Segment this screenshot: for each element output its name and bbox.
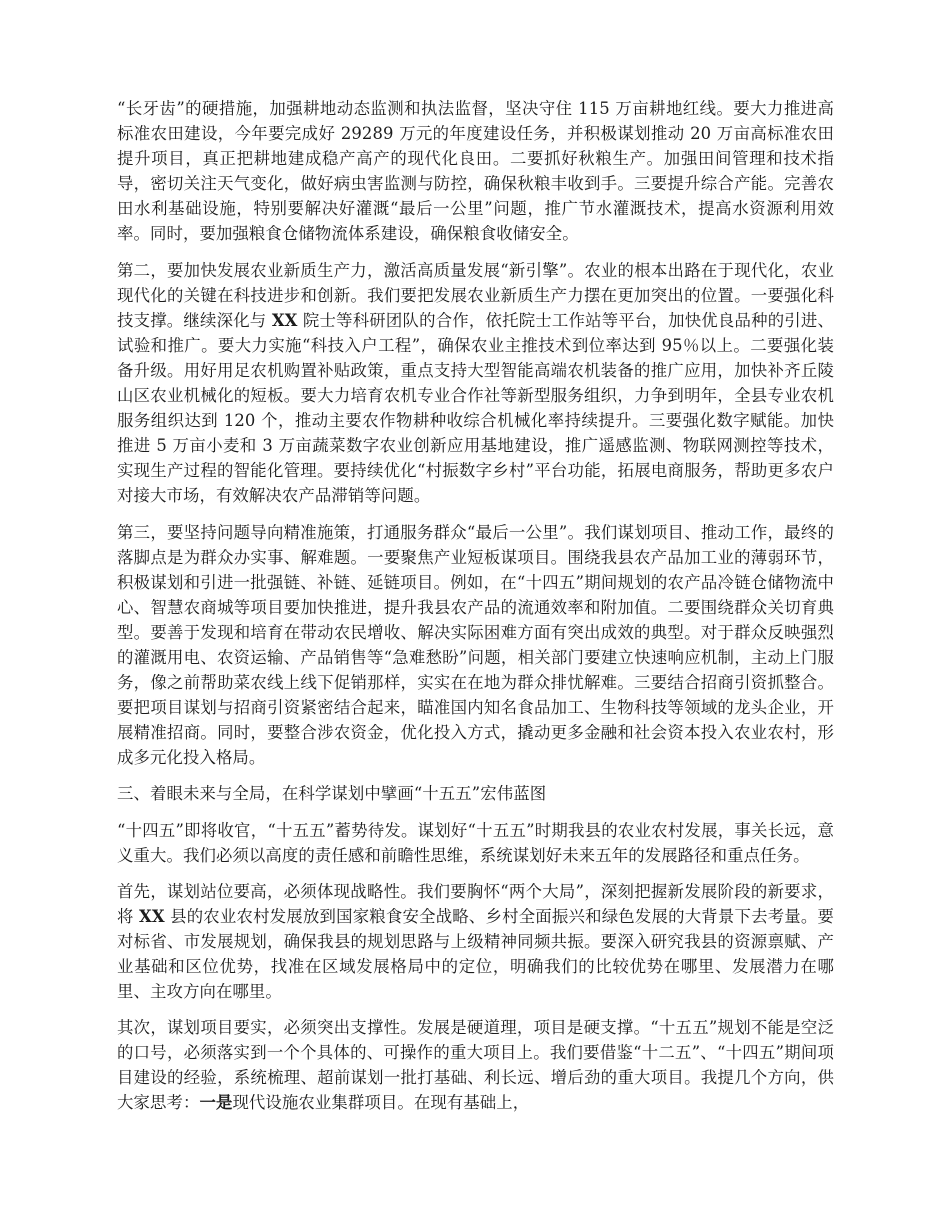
paragraph-5-part-a: 首先，谋划站位要高，必须体现战略性。我们要胸怀“两个大局”，深刻把握新发展阶段的新要求，将 xyxy=(117,881,834,926)
paragraph-6-bold-yishi: 一是 xyxy=(199,1093,233,1113)
section-heading-three: 三、着眼未来与全局，在科学谋划中擘画“十五五”宏伟蓝图 xyxy=(117,784,547,804)
paragraph-5-bold-xx: XX xyxy=(139,906,165,926)
paragraph-5 xyxy=(117,879,834,1004)
paragraph-6 xyxy=(117,1015,834,1115)
paragraph-3: 第三，要坚持问题导向精准施策，打通服务群众“最后一公里”。我们谋划项目、推动工作，最终的落脚点是为群众办实事、解难题。一要聚焦产业短板谋项目。围绕我县农产品加工业的薄弱环节，积极谋划和引进一批强链、补链、延链项目。例如，在“十四五”期间规划的农产品冷链仓储物流中心、智慧农商城等项目要加快推进，提升我县农产品的流通效率和附加值。二要围绕群众关切育典型。要善于发现和培育在带动农民增收、解决实际困难方面有突出成效的典型。对于群众反映强烈的灌溉用电、农资运输、产品销售等“急难愁盼”问题，相关部门要建立快速响应机制，主动上门服务，像之前帮助菜农线上线下促销那样，实实在在地为群众排忧解难。三要结合招商引资抓整合。要把项目谋划与招商引资紧密结合起来，瞄准国内知名食品加工、生物科技等领域的龙头企业，开展精准招商。同时，要整合涉农资金，优化投入方式，撬动更多金融和社会资本投入农业农村，形成多元化投入格局。 xyxy=(117,522,834,768)
document-text-body xyxy=(117,96,834,1116)
paragraph-2-part-a: 第二，要加快发展农业新质生产力，激活高质量发展“新引擎”。农业的根本出路在于现代化，农业现代化的关键在科技进步和创新。我们要把发展农业新质生产力摆在更加突出的位置。一要强化科技支撑。继续深化与 xyxy=(117,260,834,330)
paragraph-4: “十四五”即将收官，“十五五”蓄势待发。谋划好“十五五”时期我县的农业农村发展，事关长远，意义重大。我们必须以高度的责任感和前瞻性思维，系统谋划好未来五年的发展路径和重点任务。 xyxy=(117,820,834,865)
paragraph-2 xyxy=(117,258,834,509)
paragraph-1: “长牙齿”的硬措施，加强耕地动态监测和执法监督，坚决守住 115 万亩耕地红线。要大力推进高标准农田建设，今年要完成好 29289 万元的年度建设任务，并积极谋划推动 20 万亩高标准农田提升项目，真正把耕地建成稳产高产的现代化良田。二要抓好秋粮生产。加强田间管理和技术指导，密切关注天气变化，做好病虫害监测与防控，确保秋粮丰收到手。三要提升综合产能。完善农田水利基础设施，特别要解决好灌溉“最后一公里”问题，推广节水灌溉技术，提高水资源利用效率。同时，要加强粮食仓储物流体系建设，确保粮食收储安全。 xyxy=(117,99,834,244)
paragraph-2-bold-xx: XX xyxy=(271,310,298,330)
paragraph-6-part-a: 其次，谋划项目要实，必须突出支撑性。发展是硬道理，项目是硬支撑。“十五五”规划不能是空泛的口号，必须落实到一个个具体的、可操作的重大项目上。我们要借鉴“十二五”、“十四五”期间项目建设的经验，系统梳理、超前谋划一批打基础、利长远、增后劲的重大项目。我提几个方向，供大家思考： xyxy=(117,1018,834,1113)
paragraph-5-part-c: 县的农业农村发展放到国家粮食安全战略、乡村全面振兴和绿色发展的大背景下去考量。要对标省、市发展规划，确保我县的规划思路与上级精神同频共振。要深入研究我县的资源禀赋、产业基础和区位优势，找准在区域发展格局中的定位，明确我们的比较优势在哪里、发展潜力在哪里、主攻方向在哪里。 xyxy=(117,906,834,1002)
paragraph-6-part-c: 现代设施农业集群项目。在现有基础上， xyxy=(232,1093,530,1113)
paragraph-2-part-c: 院士等科研团队的合作，依托院士工作站等平台，加快优良品种的引进、试验和推广。要大力实施“科技入户工程”，确保农业主推技术到位率达到 95％以上。二要强化装备升级。用好用足农机购置补贴政策，重点支持大型智能高端农机装备的推广应用，加快补齐丘陵山区农业机械化的短板。要大力培育农机专业合作社等新型服务组织，力争到明年，全县专业农机服务组织达到 120 个，推动主要农作物耕种收综合机械化率持续提升。三要强化数字赋能。加快推进 5 万亩小麦和 3 万亩蔬菜数字农业创新应用基地建设，推广遥感监测、物联网测控等技术，实现生产过程的智能化管理。要持续优化“村振数字乡村”平台功能，拓展电商服务，帮助更多农户对接大市场，有效解决农产品滞销等问题。 xyxy=(117,310,834,506)
